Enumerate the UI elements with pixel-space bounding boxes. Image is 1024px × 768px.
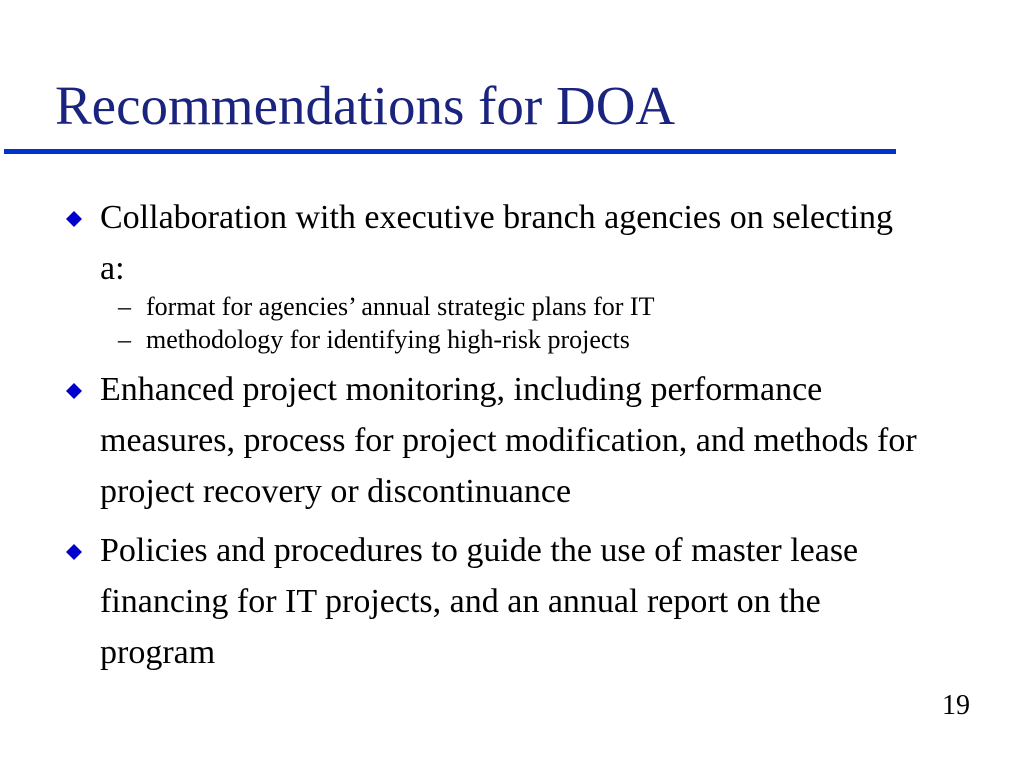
dash-marker: –	[118, 292, 131, 321]
sub-bullet-text: methodology for identifying high-risk projects	[146, 325, 630, 354]
bullet-list	[66, 192, 926, 686]
slide-title: Recommendations for DOA	[55, 75, 676, 136]
sub-list	[100, 290, 926, 356]
bullet-text: Enhanced project monitoring, including performance measures, process for project modification, and methods for project recovery or discontinuance	[100, 371, 917, 510]
sub-bullet-text: format for agencies’ annual strategic plans for IT	[146, 292, 655, 321]
bullet-item	[66, 364, 926, 517]
page-number: 19	[942, 690, 970, 721]
diamond-icon	[66, 383, 82, 399]
bullet-text: Collaboration with executive branch agencies on selecting a:	[100, 199, 894, 287]
dash-marker: –	[118, 325, 131, 354]
bullet-text: Policies and procedures to guide the use of master lease financing for IT projects, and an annual report on the program	[100, 532, 859, 671]
title-underline	[4, 149, 896, 154]
bullet-item	[66, 525, 926, 678]
diamond-icon	[66, 211, 82, 227]
bullet-item	[66, 192, 926, 356]
sub-bullet-item	[100, 290, 926, 323]
sub-bullet-item	[100, 323, 926, 356]
diamond-icon	[66, 544, 82, 560]
